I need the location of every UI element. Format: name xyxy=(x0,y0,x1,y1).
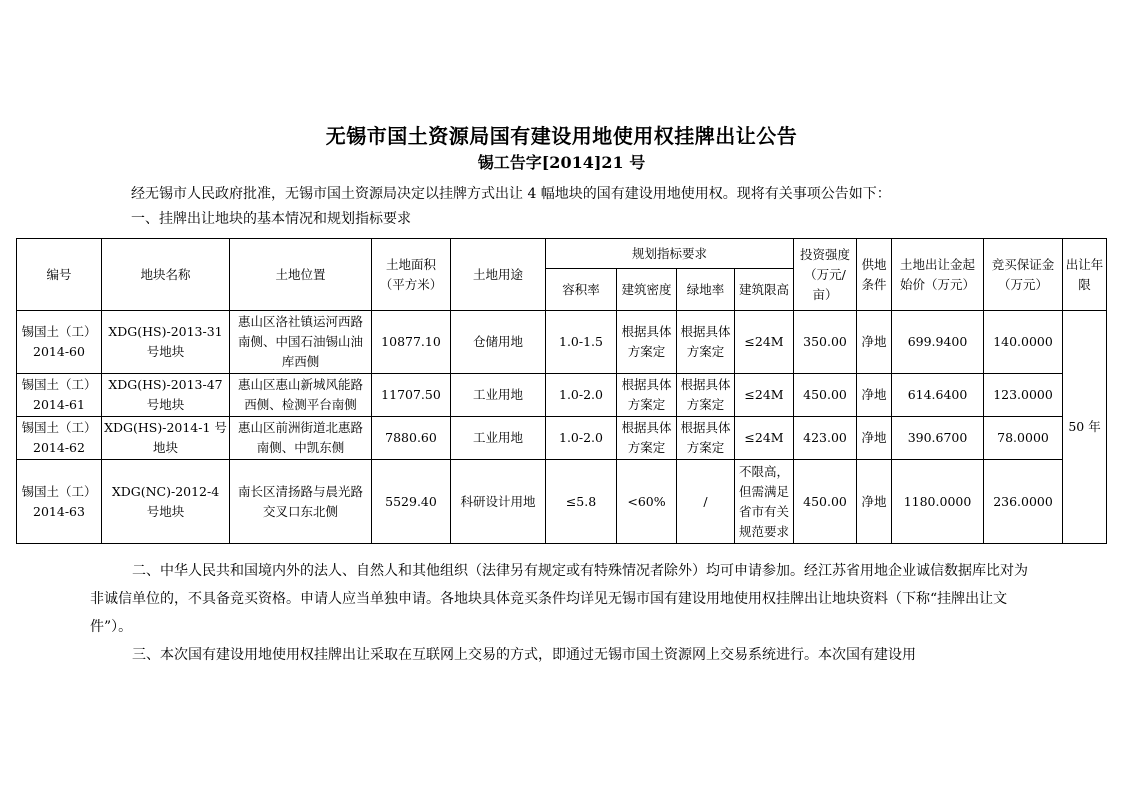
cell-use: 工业用地 xyxy=(451,417,546,460)
cell-invest: 450.00 xyxy=(794,374,857,417)
section-heading-1: 一、挂牌出让地块的基本情况和规划指标要求 xyxy=(131,211,411,227)
cell-height: ≤24M xyxy=(735,374,794,417)
cell-far: 1.0-2.0 xyxy=(546,417,617,460)
header-far: 容积率 xyxy=(546,269,617,311)
cell-density: 根据具体方案定 xyxy=(617,374,677,417)
table-row xyxy=(17,460,1107,544)
header-deposit: 竞买保证金（万元） xyxy=(984,239,1063,311)
cell-no: 锡国土（工）2014-60 xyxy=(17,311,102,374)
header-green: 绿地率 xyxy=(677,269,735,311)
header-name: 地块名称 xyxy=(102,239,230,311)
cell-no: 锡国土（工）2014-61 xyxy=(17,374,102,417)
cell-deposit: 78.0000 xyxy=(984,417,1063,460)
intro-paragraph: 经无锡市人民政府批准，无锡市国土资源局决定以挂牌方式出让 4 幅地块的国有建设用地使用权。现将有关事项公告如下： xyxy=(131,186,891,202)
header-height: 建筑限高 xyxy=(735,269,794,311)
cell-supply: 净地 xyxy=(857,460,892,544)
cell-far: ≤5.8 xyxy=(546,460,617,544)
cell-price: 1180.0000 xyxy=(892,460,984,544)
cell-height: 不限高，但需满足省市有关规范要求 xyxy=(735,460,794,544)
cell-green: / xyxy=(677,460,735,544)
header-price: 土地出让金起始价（万元） xyxy=(892,239,984,311)
cell-green: 根据具体方案定 xyxy=(677,311,735,374)
header-location: 土地位置 xyxy=(230,239,372,311)
cell-use: 仓储用地 xyxy=(451,311,546,374)
cell-density: 根据具体方案定 xyxy=(617,417,677,460)
cell-use: 工业用地 xyxy=(451,374,546,417)
cell-location: 惠山区洛社镇运河西路南侧、中国石油锡山油库西侧 xyxy=(230,311,372,374)
cell-far: 1.0-2.0 xyxy=(546,374,617,417)
page-title: 无锡市国土资源局国有建设用地使用权挂牌出让公告 xyxy=(325,124,798,148)
document-number: 锡工告字[2014]21 号 xyxy=(477,153,646,172)
cell-supply: 净地 xyxy=(857,374,892,417)
cell-density: <60% xyxy=(617,460,677,544)
cell-deposit: 123.0000 xyxy=(984,374,1063,417)
cell-supply: 净地 xyxy=(857,311,892,374)
cell-invest: 423.00 xyxy=(794,417,857,460)
paragraph-2: 二、中华人民共和国境内外的法人、自然人和其他组织（法律另有规定或有特殊情况者除外）均可申请参加。经江苏省用地企业诚信数据库比对为非诚信单位的，不具备竞买资格。申请人应当单独申请。各地块具体竞买条件均详见无锡市国有建设用地使用权挂牌出让地块资料（下称“挂牌出让文件”）。 xyxy=(90,563,1028,635)
header-area: 土地面积（平方米） xyxy=(372,239,451,311)
cell-price: 699.9400 xyxy=(892,311,984,374)
cell-far: 1.0-1.5 xyxy=(546,311,617,374)
header-invest: 投资强度（万元/亩） xyxy=(794,239,857,311)
cell-invest: 350.00 xyxy=(794,311,857,374)
cell-area: 10877.10 xyxy=(372,311,451,374)
cell-location: 惠山区惠山新城风能路西侧、检测平台南侧 xyxy=(230,374,372,417)
cell-price: 614.6400 xyxy=(892,374,984,417)
header-planning: 规划指标要求 xyxy=(546,239,794,269)
cell-name: XDG(HS)-2013-31 号地块 xyxy=(102,311,230,374)
cell-green: 根据具体方案定 xyxy=(677,374,735,417)
land-parcel-table xyxy=(16,238,1107,544)
cell-green: 根据具体方案定 xyxy=(677,417,735,460)
table-row xyxy=(17,374,1107,417)
cell-area: 5529.40 xyxy=(372,460,451,544)
table-row xyxy=(17,417,1107,460)
header-term: 出让年限 xyxy=(1063,239,1107,311)
cell-no: 锡国土（工）2014-63 xyxy=(17,460,102,544)
cell-area: 11707.50 xyxy=(372,374,451,417)
cell-location: 惠山区前洲街道北惠路南侧、中凯东侧 xyxy=(230,417,372,460)
cell-height: ≤24M xyxy=(735,311,794,374)
cell-area: 7880.60 xyxy=(372,417,451,460)
header-no: 编号 xyxy=(17,239,102,311)
cell-term: 50 年 xyxy=(1063,311,1107,544)
cell-price: 390.6700 xyxy=(892,417,984,460)
cell-invest: 450.00 xyxy=(794,460,857,544)
cell-height: ≤24M xyxy=(735,417,794,460)
cell-deposit: 140.0000 xyxy=(984,311,1063,374)
cell-location: 南长区清扬路与晨光路交叉口东北侧 xyxy=(230,460,372,544)
cell-no: 锡国土（工）2014-62 xyxy=(17,417,102,460)
cell-deposit: 236.0000 xyxy=(984,460,1063,544)
header-supply: 供地条件 xyxy=(857,239,892,311)
paragraph-3: 三、本次国有建设用地使用权挂牌出让采取在互联网上交易的方式，即通过无锡市国土资源网上交易系统进行。本次国有建设用 xyxy=(132,647,916,663)
cell-name: XDG(HS)-2014-1 号地块 xyxy=(102,417,230,460)
cell-name: XDG(NC)-2012-4 号地块 xyxy=(102,460,230,544)
cell-density: 根据具体方案定 xyxy=(617,311,677,374)
header-use: 土地用途 xyxy=(451,239,546,311)
cell-name: XDG(HS)-2013-47 号地块 xyxy=(102,374,230,417)
cell-supply: 净地 xyxy=(857,417,892,460)
table-row xyxy=(17,311,1107,374)
header-density: 建筑密度 xyxy=(617,269,677,311)
cell-use: 科研设计用地 xyxy=(451,460,546,544)
